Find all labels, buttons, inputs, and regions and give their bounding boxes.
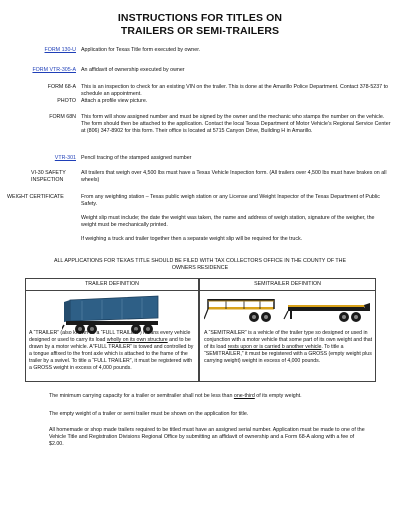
safety-inspection-label: VI-30 SAFETY INSPECTION [31, 170, 66, 183]
form-vtr305a-desc: An affidavit of ownership executed by owner [81, 67, 185, 73]
form-vtr301-link[interactable]: VTR-301 [54, 155, 76, 161]
document-title-line1: INSTRUCTIONS FOR TITLES ON [117, 12, 283, 24]
trailer-definition-text [29, 330, 195, 372]
semitrailer-definition-box [199, 278, 376, 382]
min-capacity-part1: The minimum carrying capacity for a trailer or semitrailer shall not be less than [49, 393, 234, 399]
document-title-line2: TRAILERS OR SEMI-TRAILERS [120, 25, 280, 37]
semitrailer-images [204, 293, 372, 329]
form-68n-label: FORM 68N [49, 114, 76, 120]
weight-certificate-label: WEIGHT CERTIFICATE [7, 194, 64, 200]
form-vtr301-desc: Pencil tracing of the stamped assigned number [81, 155, 192, 161]
filing-note-line1: ALL APPLICATIONS FOR TEXAS TITLE SHOULD BE FILED WITH TAX COLLECTORS OFFICE IN THE COUNTY OF THE [53, 258, 347, 264]
trailer-def-part2: wholly on its own structure [106, 337, 168, 343]
homemade-trailer-note: All homemade or shop made trailers required to be titled must have an assigned serial number. Application must be made to one of the Vehicle Title and Registration Divisions Regional Office by submitting an affidavit of ownership and a Form 68-A along with a fee of $2.00. [49, 427, 365, 447]
empty-weight-note: The empty weight of a trailer or semi trailer must be shown on the application for title. [49, 411, 249, 417]
weight-para-3: If weighing a truck and trailer together then a separate weight slip will be required for the truck. [81, 236, 303, 242]
filing-note [40, 258, 360, 272]
safety-inspection-desc: All trailers that weigh over 4,500 lbs must have a Texas Vehicle Inspection form. (All trailers over 4,500 lbs must have brakes on all wheels) [81, 170, 387, 183]
trailer-definition-box [25, 278, 199, 382]
weight-certificate-desc [81, 194, 391, 243]
photo-desc: Attach a profile view picture. [81, 98, 148, 104]
form-130u-link[interactable]: FORM 130-U [44, 47, 76, 53]
trailer-def-part1: A “TRAILER” (also known as a “FULL TRAILER”) means every vehicle designed or used to carry its load [29, 330, 191, 343]
form-68a-desc: This is an inspection to check for an existing VIN on the trailer. This is done at the Amarillo Police Department. Contact 378-5237 to schedule an appointment. [81, 84, 388, 97]
filing-note-line2: OWNERS RESIDENCE [171, 265, 229, 271]
photo-label: PHOTO [57, 98, 76, 104]
semi-def-part3: . To title a “SEMITRAILER,” it must be registered with a GROSS (empty weight plus carrying weight) weight in excess of 4,000 pounds. [204, 344, 372, 364]
weight-para-1: From any weighting station – Texas public weigh station or any License and Weight Inspector of the Texas Department of Public Safety. [81, 194, 380, 207]
form-68a-label: FORM 68-A [47, 84, 76, 90]
trailer-def-part3: and to be drawn by a motor vehicle. A”FULL TRAILER” is towed and controlled by a tongue affixed to the front axle which is attached to the frame of the trailer by a swivel. To title a “FULL TRAILER”, it must be registered with a GROSS weight in excess of 4,000 pounds. [29, 337, 194, 371]
min-capacity-part3: of its empty weight. [254, 393, 302, 399]
weight-para-2: Weight slip must include; the date the weight was taken, the name and address of weigh station, signature of the weigher, the weight must be mechanically printed. [81, 215, 375, 228]
trailer-definition-heading: TRAILER DEFINITION [26, 279, 198, 291]
form-68n-desc: This form will show assigned number and must be signed by the owner and the mechanic who stamps the number on the vehicle. The form should then be attached to the application. Contact the local Texas Department of Motor Vehicle's Regional Service Center at (806) 347-8902 for this form. Their office is located at 5715 Canyon Drive, Building H in Amarillo. [81, 114, 391, 134]
minimum-capacity-note [49, 393, 369, 400]
form-130u-desc: Application for Texas Title form executed by owner. [81, 47, 201, 53]
semitrailer-definition-text [204, 330, 374, 365]
semi-def-part1: A “SEMITRAILER” is a vehicle of the trailer type so designed or used in conjunction with a motor vehicle that some part of its own weight and that of its load [204, 330, 373, 350]
min-capacity-part2: one-third [233, 393, 255, 399]
form-vtr305a-link[interactable]: FORM VTR-305-A [32, 67, 76, 73]
semitrailer-definition-heading: SEMITRAILER DEFINITION [200, 279, 375, 291]
semi-def-part2: rests upon or is carried b another vehicle [227, 344, 322, 350]
